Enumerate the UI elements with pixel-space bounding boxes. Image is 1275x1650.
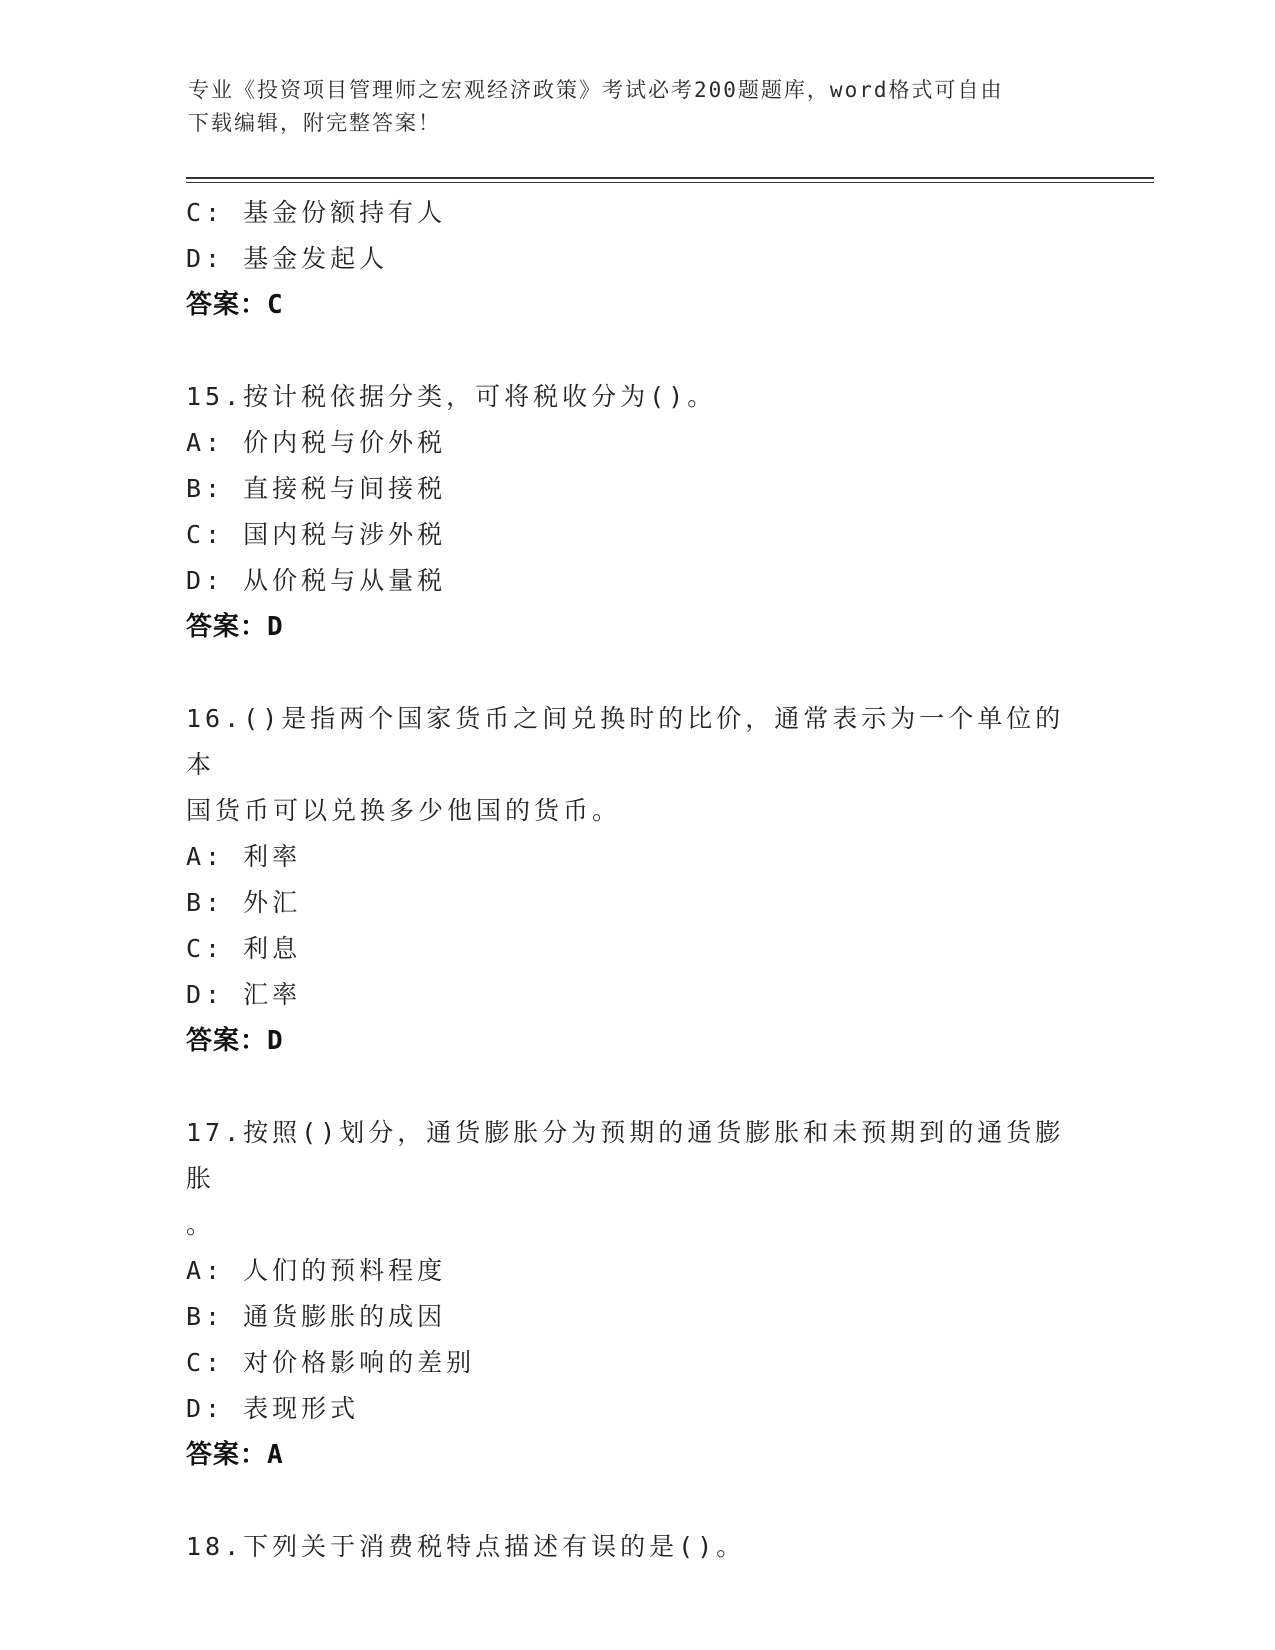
question-text: 15.按计税依据分类，可将税收分为()。 (186, 382, 717, 411)
question-text-line-2: 。 (186, 1210, 216, 1239)
answer: 答案：C (186, 290, 284, 320)
option-c: C: 对价格影响的差别 (186, 1348, 476, 1377)
question-text-line-1: 17.按照()划分，通货膨胀分为预期的通货膨胀和未预期到的通货膨胀 (186, 1118, 1065, 1193)
question-17 (186, 1110, 1086, 1478)
answer: 答案：A (186, 1440, 284, 1470)
header-divider-thick (186, 177, 1154, 179)
option-a: A: 价内税与价外税 (186, 428, 447, 457)
option-d: D: 从价税与从量税 (186, 566, 447, 595)
option-d: D: 汇率 (186, 980, 302, 1009)
header-line-2: 下载编辑，附完整答案！ (188, 111, 441, 135)
question-text-line-2: 国货币可以兑换多少他国的货币。 (186, 796, 622, 825)
option-b: B: 直接税与间接税 (186, 474, 447, 503)
question-18 (186, 1524, 1086, 1570)
option-a: A: 利率 (186, 842, 302, 871)
question-list (186, 190, 1086, 1570)
prev-question-tail (186, 190, 1086, 328)
answer: 答案：D (186, 612, 284, 642)
option-a: A: 人们的预料程度 (186, 1256, 447, 1285)
option-d: D: 基金发起人 (186, 244, 389, 273)
question-text-line-1: 16.()是指两个国家货币之间兑换时的比价，通常表示为一个单位的本 (186, 704, 1065, 779)
header-line-1: 专业《投资项目管理师之宏观经济政策》考试必考200题题库，word格式可自由 (188, 78, 1004, 102)
option-b: B: 外汇 (186, 888, 302, 917)
answer: 答案：D (186, 1026, 284, 1056)
option-d: D: 表现形式 (186, 1394, 360, 1423)
question-16 (186, 696, 1086, 1064)
option-c: C: 国内税与涉外税 (186, 520, 447, 549)
document-header (188, 74, 1068, 140)
question-15 (186, 374, 1086, 650)
header-divider-thin (186, 182, 1154, 183)
option-c: C: 利息 (186, 934, 302, 963)
option-c: C: 基金份额持有人 (186, 198, 447, 227)
option-b: B: 通货膨胀的成因 (186, 1302, 447, 1331)
question-text: 18.下列关于消费税特点描述有误的是()。 (186, 1532, 746, 1561)
